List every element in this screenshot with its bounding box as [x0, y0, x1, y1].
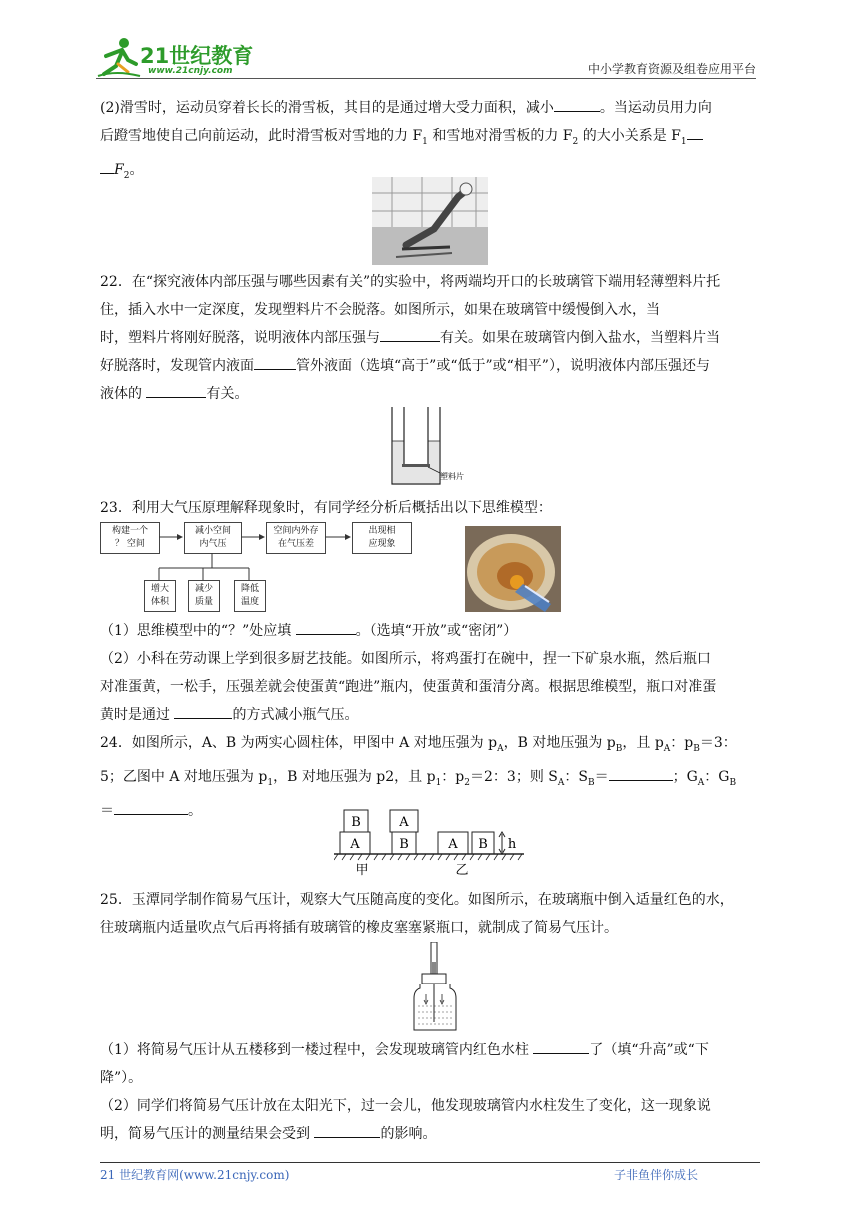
platform-title: 中小学教育资源及组卷应用平台 — [587, 62, 756, 76]
answer-blank[interactable] — [609, 766, 673, 781]
brand-url: www.21cnjy.com — [148, 66, 233, 76]
answer-blank[interactable] — [100, 159, 114, 174]
plastic-sheet-label: 塑料片 — [440, 472, 464, 481]
runner-logo-icon — [96, 36, 142, 80]
label-jia: 甲 — [355, 863, 369, 878]
cylinders-diagram — [334, 806, 528, 878]
question-22: 22．在“探究液体内部压强与哪些因素有关”的实验中，将两端均开口的长玻璃管下端用轻薄塑料片托 住，插入水中一定深度，发现塑料片不会脱落。如图所示，如果在玻璃管中缓慢倒入水，当 时，塑料片将刚好脱落，说明液体内部压强与 有关。如果在玻璃管内倒入盐水，当塑料片当 好脱落时，发现管内液面 管外液面（选填“高于”或“低于”或“相平”），说明液体内部压强还与 液体的 有关。 — [100, 274, 721, 402]
answer-blank[interactable] — [533, 1039, 589, 1054]
flow-box-reduce-mass: 减少 质量 — [188, 580, 220, 612]
flow-box-phenomenon: 出现相 应现象 — [352, 522, 412, 554]
footer-divider — [100, 1162, 760, 1163]
question-21-part-2: (2)滑雪时，运动员穿着长长的滑雪板，其目的是通过增大受力面积，减小 。当运动员用力向 后蹬雪地使自己向前运动，此时滑雪板对雪地的力 $F_1$ 和雪地对滑雪板的力 $F_2$ 的大小关系是 $F_1$ $F_2$。 — [100, 94, 764, 190]
label-a: A — [448, 837, 458, 852]
answer-blank[interactable] — [554, 97, 600, 112]
site-logo — [96, 34, 256, 80]
answer-blank[interactable] — [380, 327, 440, 342]
label-a: A — [399, 815, 409, 830]
answer-blank[interactable] — [254, 355, 296, 370]
question-23-intro: 23．利用大气压原理解释现象时，有同学经分析后概括出以下思维模型： — [100, 500, 552, 516]
label-b: B — [351, 815, 361, 830]
label-b: B — [478, 837, 488, 852]
flow-box-reduce-pressure: 减小空间 内气压 — [184, 522, 242, 554]
label-yi: 乙 — [455, 863, 469, 878]
question-24: 24．如图所示，A、B 为两实心圆柱体，甲图中 A 对地压强为 $p_A$，B 对地压强为 $p_B$，且 $p_A$：$p_B=3$： 5；乙图中 A 对地压强为 $p_1$，B 对地压强为 p2，且 $p_1$：$p_2=2$：3；则 $S_A$：$S_B=$ ；$G_A$：$G_B$ ＝ 。 — [100, 735, 737, 819]
label-h: h — [507, 837, 517, 852]
answer-blank[interactable] — [314, 1123, 380, 1138]
flow-box-pressure-difference: 空间内外存 在气压差 — [266, 522, 326, 554]
question-25-intro: 25．玉潭同学制作简易气压计，观察大气压随高度的变化。如图所示，在玻璃瓶中倒入适量红色的水， 往玻璃瓶内适量吹点气后再将插有玻璃管的橡皮塞塞紧瓶口，就制成了简易气压计。 — [100, 892, 734, 936]
answer-blank[interactable] — [174, 704, 232, 719]
flow-box-lower-temperature: 降低 温度 — [234, 580, 266, 612]
question-23-parts: （1）思维模型中的“？”处应填 。（选填“开放”或“密闭”） （2）小科在劳动课上学到很多厨艺技能。如图所示，将鸡蛋打在碗中，捏一下矿泉水瓶，然后瓶口 对准蛋黄，一松手，压强差就会使蛋黄“跑进”瓶内，使蛋黄和蛋清分离。根据思维模型，瓶口对准蛋 黄时是通过 的方式减小瓶气压。 — [100, 617, 764, 729]
footer-site-link[interactable]: 21 世纪教育网(www.21cnjy.com) — [100, 1168, 290, 1182]
brand-name: 21世纪教育 — [140, 44, 254, 68]
answer-blank[interactable] — [687, 125, 703, 140]
barometer-diagram — [410, 942, 460, 1034]
glass-tube-diagram — [388, 407, 474, 487]
skier-photo — [372, 177, 488, 265]
flow-box-increase-volume: 增大 体积 — [144, 580, 176, 612]
flow-arrows — [100, 522, 430, 614]
label-a: A — [350, 837, 360, 852]
thinking-model-flowchart — [100, 522, 430, 614]
label-b: B — [399, 837, 409, 852]
header-divider — [96, 78, 756, 79]
question-25-parts: （1）将简易气压计从五楼移到一楼过程中，会发现玻璃管内红色水柱 了（填“升高”或“下 降”）。 （2）同学们将简易气压计放在太阳光下，过一会儿，他发现玻璃管内水柱发生了变化，这一现象说 明，简易气压计的测量结果会受到 的影响。 — [100, 1036, 764, 1148]
flow-box-build-space: 构建一个 ？ 空间 — [100, 522, 160, 554]
answer-blank[interactable] — [114, 800, 188, 815]
footer-slogan: 子非鱼伴你成长 — [614, 1168, 699, 1182]
answer-blank[interactable] — [146, 383, 206, 398]
egg-yolk-bottle-photo — [465, 526, 561, 612]
answer-blank[interactable] — [296, 620, 356, 635]
